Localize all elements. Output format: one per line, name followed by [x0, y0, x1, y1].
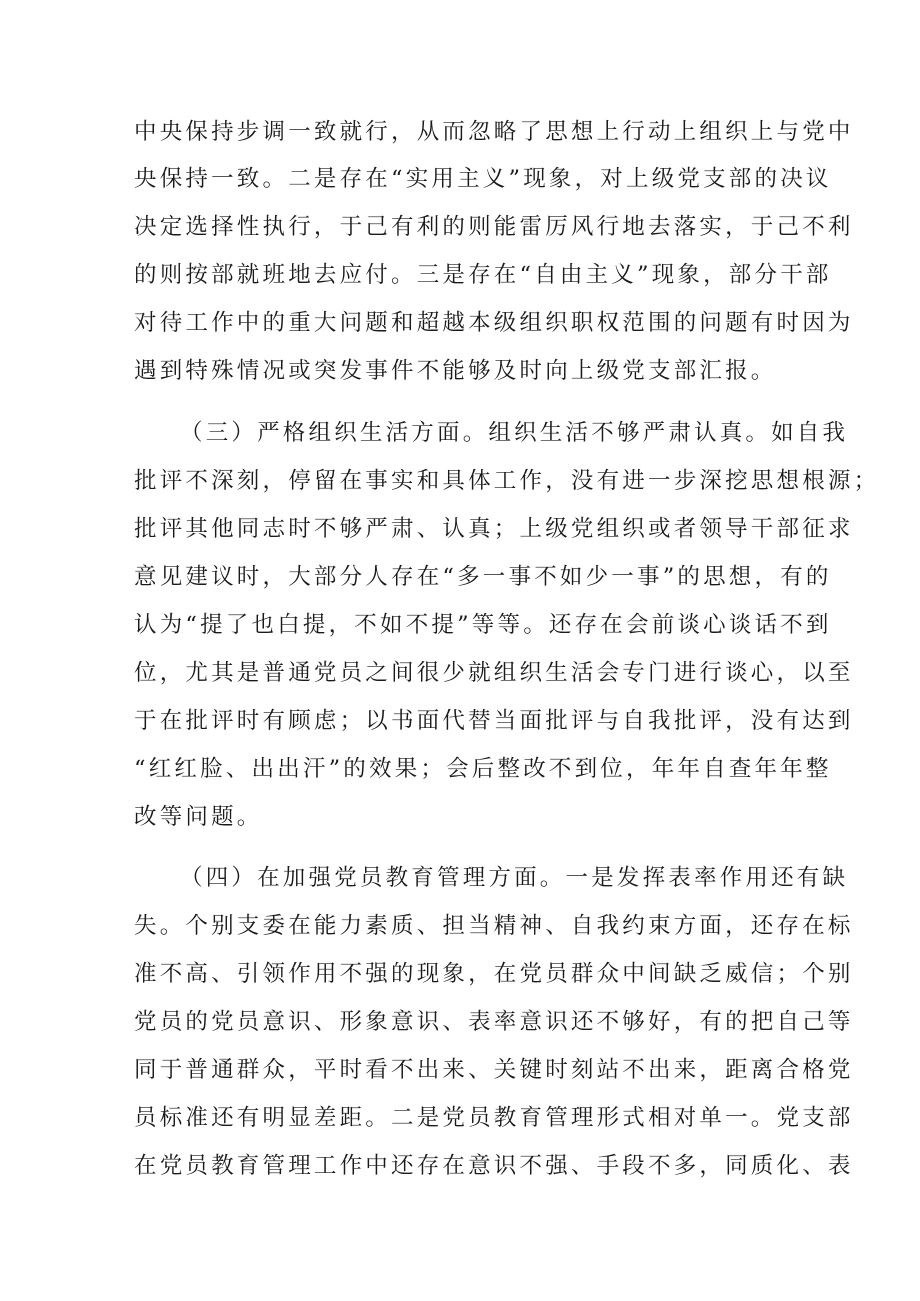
text-line: “红红脸、出出汗”的效果；会后整改不到位，年年自查年年整	[134, 756, 832, 782]
text-line: 央保持一致。二是存在“实用主义”现象，对上级党支部的决议	[134, 166, 832, 192]
text-line: 在党员教育管理工作中还存在意识不强、手段不多，同质化、表	[134, 1153, 854, 1179]
text-line: 改等问题。	[134, 804, 263, 830]
text-line: 失。个别支委在能力素质、担当精神、自我约束方面，还存在标	[134, 913, 854, 939]
text-line: 对待工作中的重大问题和超越本级组织职权范围的问题有时因为	[134, 310, 854, 336]
paragraph-heading-line: （四）在加强党员教育管理方面。一是发挥表率作用还有缺	[180, 865, 849, 891]
text-line: 于在批评时有顾虑；以书面代替当面批评与自我批评，没有达到	[134, 708, 854, 734]
text-line: 的则按部就班地去应付。三是存在“自由主义”现象，部分干部	[134, 262, 832, 288]
text-line: 认为“提了也白提，不如不提”等等。还存在会前谈心谈话不到	[134, 612, 832, 638]
text-line: 党员的党员意识、形象意识、表率意识还不够好，有的把自己等	[134, 1009, 854, 1035]
text-line: 准不高、引领作用不强的现象，在党员群众中间缺乏威信；个别	[134, 961, 854, 987]
text-line: 员标准还有明显差距。二是党员教育管理形式相对单一。党支部	[134, 1105, 854, 1131]
text-line: 意见建议时，大部分人存在“多一事不如少一事”的思想，有的	[134, 564, 832, 590]
text-line: 批评不深刻，停留在事实和具体工作，没有进一步深挖思想根源；	[134, 468, 880, 494]
text-line: 决定选择性执行，于己有利的则能雷厉风行地去落实，于己不利	[134, 214, 854, 240]
text-line: 遇到特殊情况或突发事件不能够及时向上级党支部汇报。	[134, 358, 777, 384]
text-line: 位，尤其是普通党员之间很少就组织生活会专门进行谈心，以至	[134, 660, 854, 686]
text-line: 中央保持步调一致就行，从而忽略了思想上行动上组织上与党中	[134, 119, 854, 145]
text-line: 同于普通群众，平时看不出来、关键时刻站不出来，距离合格党	[134, 1057, 854, 1083]
text-line: 批评其他同志时不够严肃、认真；上级党组织或者领导干部征求	[134, 516, 854, 542]
paragraph-heading-line: （三）严格组织生活方面。组织生活不够严肃认真。如自我	[180, 420, 849, 446]
